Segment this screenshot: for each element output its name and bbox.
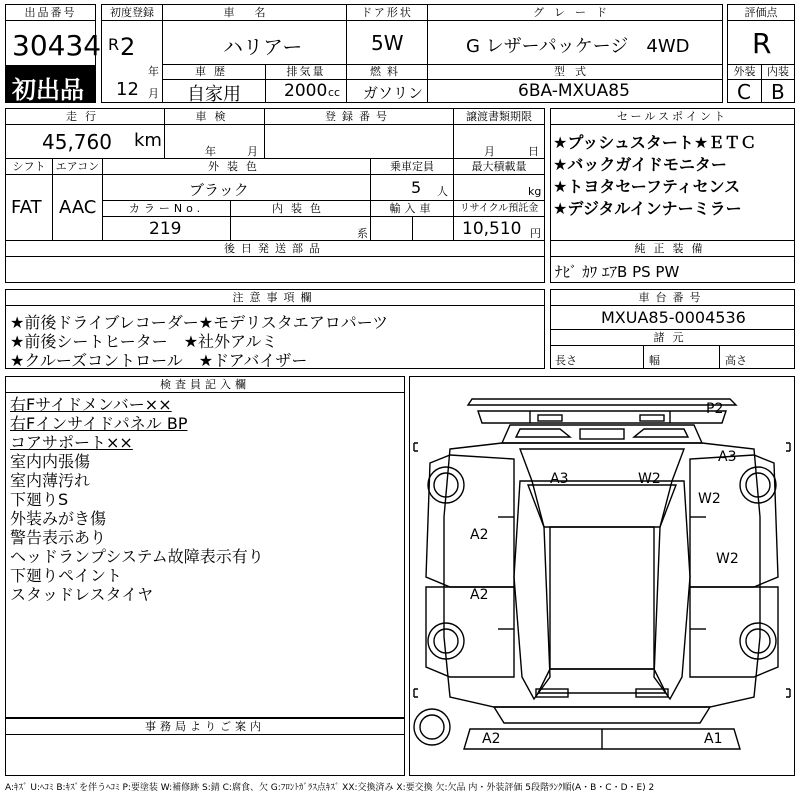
dims-label: 諸元 xyxy=(653,331,692,344)
damage-mark: W2 xyxy=(698,491,721,507)
inspector-note: 下廻りS xyxy=(10,490,69,509)
displacement-cell xyxy=(265,79,347,103)
car-name: ハリアー xyxy=(223,35,303,59)
grade: G レザーパッケージ 4WD xyxy=(466,36,690,57)
model-label-cell xyxy=(427,64,723,80)
aircon-cell xyxy=(52,174,103,241)
mileage-label-cell xyxy=(5,108,165,125)
int-color-unit: 系 xyxy=(357,227,368,240)
mileage-unit: km xyxy=(134,130,162,151)
later-parts-label: 後日発送部品 xyxy=(224,242,326,255)
grade-label: グレード xyxy=(533,6,617,19)
history-cell xyxy=(162,79,266,103)
recycle-unit: 円 xyxy=(530,227,541,240)
transfer-month-unit: 月 xyxy=(484,145,495,158)
model-cell xyxy=(427,79,723,103)
chassis-label-cell xyxy=(550,289,795,306)
interior-label-cell xyxy=(761,64,795,80)
ext-color: ブラック xyxy=(189,181,249,199)
chassis-label: 車台番号 xyxy=(638,291,707,304)
lot-number-cell xyxy=(5,20,102,66)
score-label-cell xyxy=(727,4,795,21)
int-color-label: 内装色 xyxy=(272,202,329,215)
max-load-cell xyxy=(453,174,545,201)
first-reg-era: R xyxy=(108,35,120,54)
capacity-label-cell xyxy=(370,158,454,175)
exterior-label: 外装 xyxy=(733,65,756,78)
door-label: ドア形状 xyxy=(361,6,413,19)
shift-label-cell xyxy=(5,158,53,175)
aircon: AAC xyxy=(59,197,97,218)
score: R xyxy=(752,27,772,60)
caution-line: ★前後ドライブレコーダー★モデリスタエアロパーツ xyxy=(10,313,389,332)
damage-mark: A3 xyxy=(550,471,569,487)
color-no: 219 xyxy=(149,219,182,239)
color-no-cell xyxy=(102,216,231,241)
later-parts-cell xyxy=(5,256,545,283)
chassis-number: MXUA85-0004536 xyxy=(601,308,746,327)
transfer-label-cell xyxy=(453,108,545,125)
equipment-cell xyxy=(550,256,795,283)
door-label-cell xyxy=(346,4,428,21)
recycle-cell xyxy=(453,216,545,241)
damage-mark: A1 xyxy=(704,731,723,747)
dims-length-label: 長さ xyxy=(555,354,577,367)
import-cell xyxy=(370,216,454,241)
inspection-month-unit: 月 xyxy=(247,145,258,158)
import-label-cell xyxy=(370,200,454,217)
history: 自家用 xyxy=(187,84,241,105)
interior-score: B xyxy=(771,80,785,104)
car-name-label-cell xyxy=(162,4,347,21)
inspector-note: 室内薄汚れ xyxy=(10,471,91,490)
sales-point-item: ★トヨタセーフティセンス xyxy=(553,177,741,196)
lot-number: 30434 xyxy=(12,29,102,62)
sales-points-label: セールスポイント xyxy=(616,110,728,123)
score-cell xyxy=(727,20,795,65)
inspection-cell xyxy=(164,124,265,159)
first-reg-month-unit: 月 xyxy=(148,87,159,100)
color-no-label: カラーNo. xyxy=(128,202,205,215)
first-reg-year: 2 xyxy=(120,33,136,61)
interior-score-cell xyxy=(761,79,795,103)
history-label: 車歴 xyxy=(195,65,233,78)
damage-mark: A2 xyxy=(482,731,501,747)
inspector-note: 右Fインサイドパネル BP xyxy=(10,414,188,433)
damage-mark: W2 xyxy=(716,551,739,567)
max-load-label: 最大積載量 xyxy=(471,160,527,173)
first-reg-label: 初度登録 xyxy=(110,6,154,19)
inspector-note: 室内内張傷 xyxy=(10,452,91,471)
inspector-cell xyxy=(5,392,405,718)
shift: FAT xyxy=(11,197,42,218)
registration-label: 登録番号 xyxy=(325,110,393,123)
registration-label-cell xyxy=(264,108,454,125)
dims-width-label: 幅 xyxy=(649,354,660,367)
equipment-label: 純正装備 xyxy=(634,242,711,255)
chassis-cell xyxy=(550,305,795,330)
damage-mark: P2 xyxy=(706,401,724,417)
exterior-score: C xyxy=(737,80,751,104)
car-name-label: 車名 xyxy=(223,6,286,19)
displacement-label: 排気量 xyxy=(286,65,326,78)
model-code: 6BA-MXUA85 xyxy=(518,81,630,101)
caution-cell xyxy=(5,305,545,369)
transfer-day-unit: 日 xyxy=(528,145,539,158)
first-reg-cell xyxy=(101,20,163,103)
displacement-unit: cc xyxy=(328,86,341,99)
later-parts-label-cell xyxy=(5,240,545,257)
damage-mark: A2 xyxy=(470,527,489,543)
aircon-label-cell xyxy=(52,158,103,175)
lot-label-cell xyxy=(5,4,96,21)
inspector-note: 下廻りペイント xyxy=(10,566,123,585)
lot-label: 出品番号 xyxy=(24,6,77,19)
first-reg-month: 12 xyxy=(116,79,139,100)
caution-line: ★クルーズコントロール ★ドアバイザー xyxy=(10,351,308,370)
inspector-note: 外装みがき傷 xyxy=(10,509,107,528)
transfer-label: 譲渡書類期限 xyxy=(466,110,532,123)
dims-label-cell xyxy=(550,329,795,346)
inspector-note: コアサポート×× xyxy=(10,433,133,452)
displacement-label-cell xyxy=(265,64,347,80)
car-diagram xyxy=(409,376,795,776)
first-reg-label-cell xyxy=(101,4,163,21)
car-name-cell xyxy=(162,20,347,65)
history-label-cell xyxy=(162,64,266,80)
capacity: 5 xyxy=(411,178,422,197)
damage-mark: A3 xyxy=(718,449,737,465)
office-label-cell xyxy=(5,718,405,735)
fuel-cell xyxy=(346,79,428,103)
inspection-label: 車検 xyxy=(195,110,234,123)
ext-color-label-cell xyxy=(102,158,371,175)
door-cell xyxy=(346,20,428,65)
import-label: 輸入車 xyxy=(389,202,435,215)
recycle-label: リサイクル預託金 xyxy=(459,203,539,214)
mileage-cell xyxy=(5,124,165,159)
legend: A:ｷｽﾞ U:ﾍｺﾐ B:ｷｽﾞを伴うﾍｺﾐ P:要塗装 W:補修跡 S:錆 C:腐食、欠 G:ﾌﾛﾝﾄｶﾞﾗｽ点ｷｽﾞ XX:交換済み X:要交換 欠:欠品 内・外装評価 5段階ﾗﾝｸ順(A・B・C・D・E) 2 xyxy=(5,783,655,793)
inspection-label-cell xyxy=(164,108,265,125)
equipment-label-cell xyxy=(550,240,795,257)
sales-point-item: ★バックガイドモニター xyxy=(553,155,727,174)
exterior-label-cell xyxy=(727,64,762,80)
shift-cell xyxy=(5,174,53,241)
registration-cell xyxy=(264,124,454,159)
inspector-note: 警告表示あり xyxy=(10,528,107,547)
max-load-unit: kg xyxy=(528,185,542,198)
capacity-unit: 人 xyxy=(437,185,448,198)
office-label: 事務局よりご案内 xyxy=(145,720,265,733)
capacity-label: 乗車定員 xyxy=(390,160,434,173)
capacity-cell xyxy=(370,174,454,201)
max-load-label-cell xyxy=(453,158,545,175)
shift-label: シフト xyxy=(12,160,46,173)
int-color-label-cell xyxy=(230,200,371,217)
first-reg-year-unit: 年 xyxy=(148,65,159,78)
recycle-deposit: 10,510 xyxy=(462,219,522,239)
int-color-cell xyxy=(230,216,371,241)
mileage: 45,760 xyxy=(42,130,112,154)
recycle-label-cell xyxy=(453,200,545,217)
inspector-label-cell xyxy=(5,376,405,393)
grade-label-cell xyxy=(427,4,723,21)
fuel: ガソリン xyxy=(363,84,424,102)
fuel-label: 燃料 xyxy=(370,65,404,78)
aircon-label: エアコン xyxy=(55,160,100,173)
grade-cell xyxy=(427,20,723,65)
inspector-label: 検査員記入欄 xyxy=(160,378,250,391)
sales-point-item: ★デジタルインナーミラー xyxy=(553,199,742,218)
first-listing-badge xyxy=(5,65,96,103)
fuel-label-cell xyxy=(346,64,428,80)
car-outline-icon xyxy=(410,377,794,775)
inspector-note: ヘッドランプシステム故障表示有り xyxy=(10,547,264,566)
caution-label-cell xyxy=(5,289,545,306)
interior-label: 内装 xyxy=(767,65,789,78)
equipment: ﾅﾋﾞ ｶﾜ ｴｱB PS PW xyxy=(555,263,680,281)
inspector-note: スタッドレスタイヤ xyxy=(10,585,154,604)
score-label: 評価点 xyxy=(744,6,778,19)
transfer-cell xyxy=(453,124,545,159)
dims-cell xyxy=(550,345,795,369)
sales-points-label-cell xyxy=(550,108,795,125)
model-label: 型式 xyxy=(554,65,596,78)
door-type: 5W xyxy=(371,31,404,55)
inspection-year-unit: 年 xyxy=(205,145,216,158)
ext-color-cell xyxy=(102,174,371,201)
caution-line: ★前後シートヒーター ★社外アルミ xyxy=(10,332,278,351)
mileage-label: 走行 xyxy=(66,110,104,123)
displacement: 2000 xyxy=(284,81,328,101)
sales-point-item: ★プッシュスタート★ＥＴＣ xyxy=(553,133,757,152)
sales-points-cell xyxy=(550,124,795,241)
office-cell xyxy=(5,734,405,776)
exterior-score-cell xyxy=(727,79,762,103)
inspector-note: 右Fサイドメンバー×× xyxy=(10,395,172,414)
color-no-label-cell xyxy=(102,200,231,217)
damage-mark: W2 xyxy=(638,471,661,487)
caution-label: 注意事項欄 xyxy=(232,291,318,304)
ext-color-label: 外装色 xyxy=(208,160,265,173)
dims-height-label: 高さ xyxy=(725,354,747,367)
first-listing-text: 初出品 xyxy=(12,76,84,104)
damage-mark: A2 xyxy=(470,587,489,603)
